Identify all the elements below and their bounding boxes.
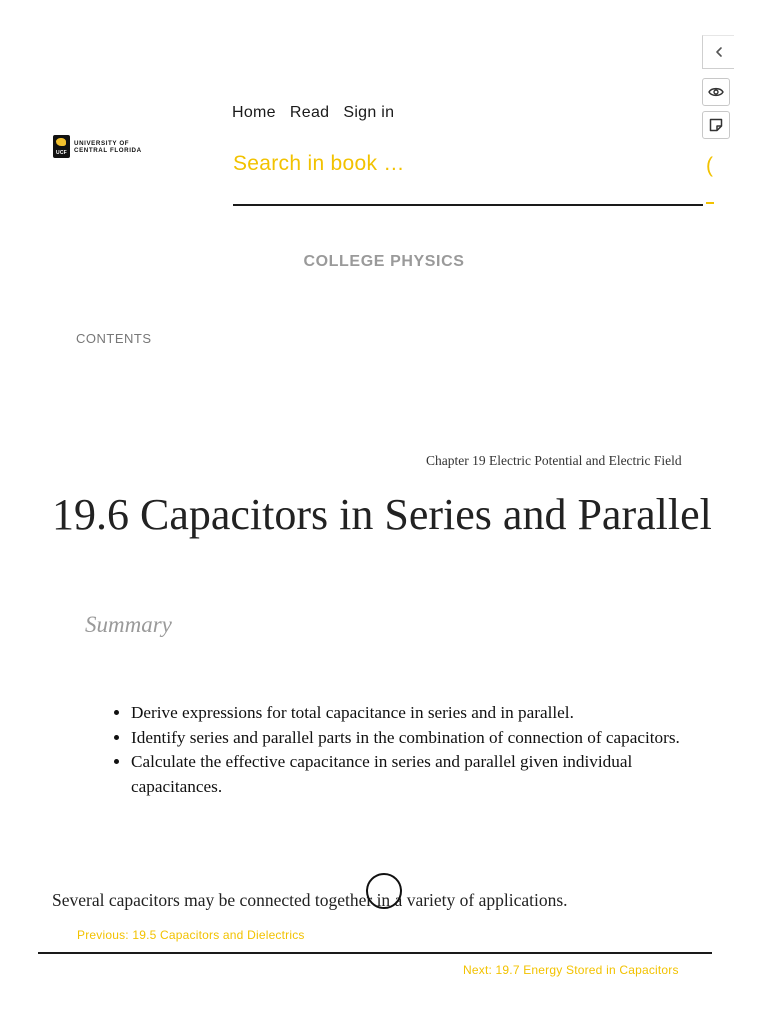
- logo-line-2: CENTRAL FLORIDA: [74, 146, 142, 154]
- search-input[interactable]: [233, 150, 703, 178]
- book-title[interactable]: COLLEGE PHYSICS: [303, 253, 465, 270]
- next-page-link[interactable]: Next: 19.7 Energy Stored in Capacitors: [463, 963, 679, 977]
- footer-divider: [38, 952, 712, 954]
- ucf-logo[interactable]: [53, 135, 142, 158]
- eye-icon: [708, 86, 724, 98]
- previous-page-link[interactable]: Previous: 19.5 Capacitors and Dielectrics: [77, 928, 305, 942]
- nav-home-link[interactable]: Home: [232, 104, 276, 121]
- search-submit-glyph: (: [706, 154, 713, 177]
- logo-line-1: UNIVERSITY OF: [74, 139, 130, 147]
- notes-button[interactable]: [702, 111, 730, 139]
- ucf-pegasus-icon: UCF: [53, 135, 70, 158]
- top-nav: [232, 104, 394, 122]
- chevron-left-icon: [714, 46, 724, 58]
- logo-wordmark: [74, 140, 142, 154]
- visibility-toggle-button[interactable]: [702, 78, 730, 106]
- page-title: 19.6 Capacitors in Series and Parallel: [52, 490, 712, 539]
- list-item: • Calculate the effective capacitance in series and parallel given individual capacitances.: [131, 750, 711, 799]
- contents-toggle[interactable]: CONTENTS: [76, 331, 152, 346]
- list-item: • Derive expressions for total capacitance in series and in parallel.: [131, 701, 711, 726]
- nav-sign-in-link[interactable]: Sign in: [343, 104, 395, 121]
- body-paragraph: Several capacitors may be connected together in a variety of applications.: [52, 890, 568, 910]
- sticky-note-icon: [709, 118, 723, 132]
- chapter-breadcrumb: Chapter 19 Electric Potential and Electric Field: [426, 453, 682, 468]
- summary-heading: Summary: [85, 612, 172, 637]
- collapse-panel-button[interactable]: [702, 35, 734, 69]
- cursor-indicator: [366, 873, 402, 909]
- learning-objectives-list: [110, 701, 711, 799]
- nav-read-link[interactable]: Read: [289, 104, 330, 121]
- search-submit-partial[interactable]: [706, 152, 714, 204]
- list-item: • Identify series and parallel parts in the combination of connection of capacitors.: [131, 726, 711, 751]
- search-bar: [233, 150, 703, 206]
